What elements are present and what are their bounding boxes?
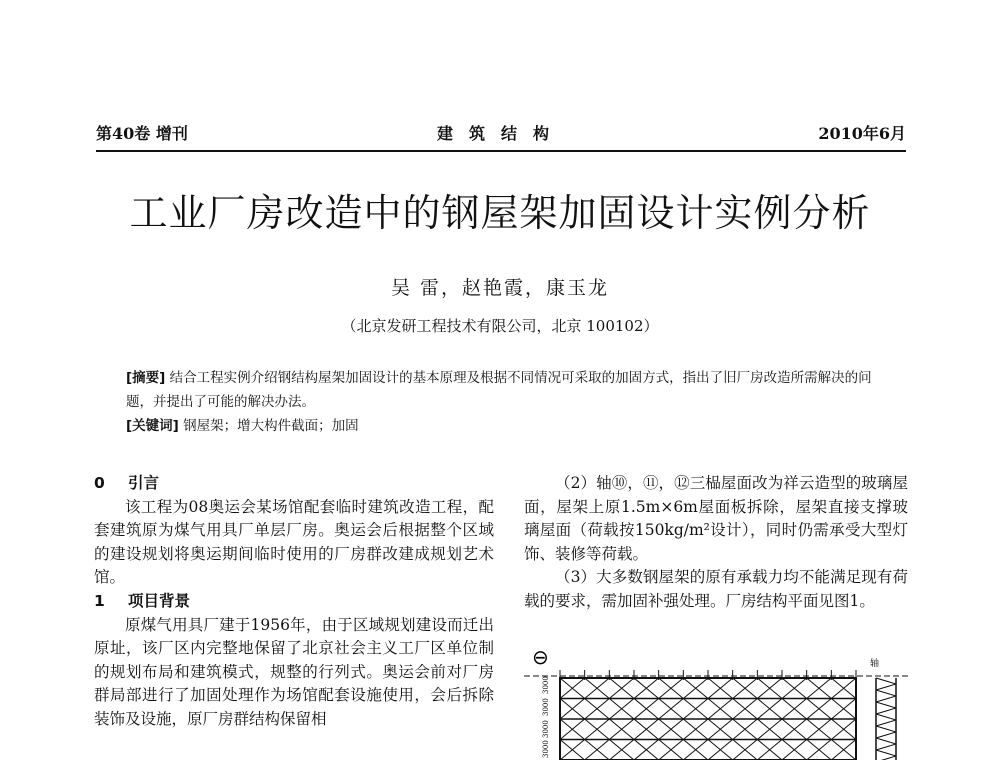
keywords [126, 414, 886, 438]
abstract-block [126, 366, 886, 438]
intro-paragraph: 该工程为08奥运会某场馆配套临时建筑改造工程，配套建筑原为煤气用具厂单层厂房。奥运会后根据整个区域的建设规划将奥运期间临时使用的厂房群改建成规划艺术馆。 [94, 497, 494, 587]
side-web [876, 690, 896, 696]
left-column [94, 472, 494, 732]
side-web [876, 732, 896, 738]
right-column [524, 472, 908, 614]
abstract-text: 结合工程实例介绍钢结构屋架加固设计的基本原理及根据不同情况可采取的加固方式，指出了旧厂房改造所需解决的问题，并提出了可能的解决办法。 [126, 370, 872, 410]
section-heading-background [94, 590, 494, 614]
right-axis-label: 轴 [870, 659, 880, 669]
figure-1-structure-plan [524, 646, 908, 760]
section-number: 0 [94, 474, 105, 492]
side-web [876, 738, 896, 744]
side-web [876, 684, 896, 690]
section-heading-intro [94, 472, 494, 496]
bracing-grid [560, 678, 856, 760]
issue-date: 2010年6月 [818, 124, 906, 143]
section-number: 1 [94, 591, 105, 610]
side-web [876, 708, 896, 714]
journal-name: 建筑结构 [436, 124, 565, 143]
keywords-text: 钢屋架；增大构件截面；加固 [183, 418, 359, 434]
side-web [876, 744, 896, 750]
axis-label-top: ⊖ [532, 646, 549, 669]
keywords-label: [关键词] [126, 418, 179, 434]
side-web [876, 702, 896, 708]
row-label: 3000 [542, 740, 550, 758]
truss-plan-drawing [524, 646, 908, 760]
side-web [876, 714, 896, 720]
side-web [876, 696, 896, 702]
journal-volume: 第40卷 增刊 [96, 124, 188, 143]
row-label: 3000 [542, 676, 550, 694]
row-label: 3000 [542, 720, 550, 738]
header-rule [96, 150, 906, 152]
background-paragraph: 原煤气用具厂建于1956年，由于区域规划建设而迁出原址，该厂区内完整地保留了北京社会主义工厂区单位制的规划布局和建筑模式，规整的行列式。奥运会前对厂房群局部进行了加固处理作为场馆配套设施使用，会后拆除装饰及设施，原厂房群结构保留相 [94, 615, 494, 728]
row-labels [542, 676, 550, 758]
side-web [876, 678, 896, 684]
side-web [876, 750, 896, 756]
section-title: 项目背景 [128, 591, 191, 610]
affiliation: （北京发研工程技术有限公司，北京 100102） [341, 317, 659, 335]
paper-title: 工业厂房改造中的钢屋架加固设计实例分析 [129, 191, 871, 235]
running-header [96, 121, 906, 149]
side-web [876, 726, 896, 732]
abstract [126, 366, 886, 414]
right-paragraph-2: （3）大多数钢屋架的原有承载力均不能满足现有荷载的要求，需加固补强处理。厂房结构平面见图1。 [524, 568, 908, 610]
abstract-label: [摘要] [126, 370, 166, 386]
right-paragraph-1: （2）轴⑩，⑪，⑫三榀屋面改为祥云造型的玻璃屋面，屋架上原1.5m×6m屋面板拆除，屋架直接支撑玻璃屋面（荷载按150kg/m²设计），同时仍需承受大型灯饰、装修等荷载。 [524, 474, 908, 563]
row-label: 3000 [542, 698, 550, 716]
authors: 吴 雷，赵艳霞，康玉龙 [390, 277, 610, 299]
side-web [876, 756, 896, 760]
side-web [876, 720, 896, 726]
section-title: 引言 [128, 474, 160, 492]
side-truss [876, 678, 896, 760]
